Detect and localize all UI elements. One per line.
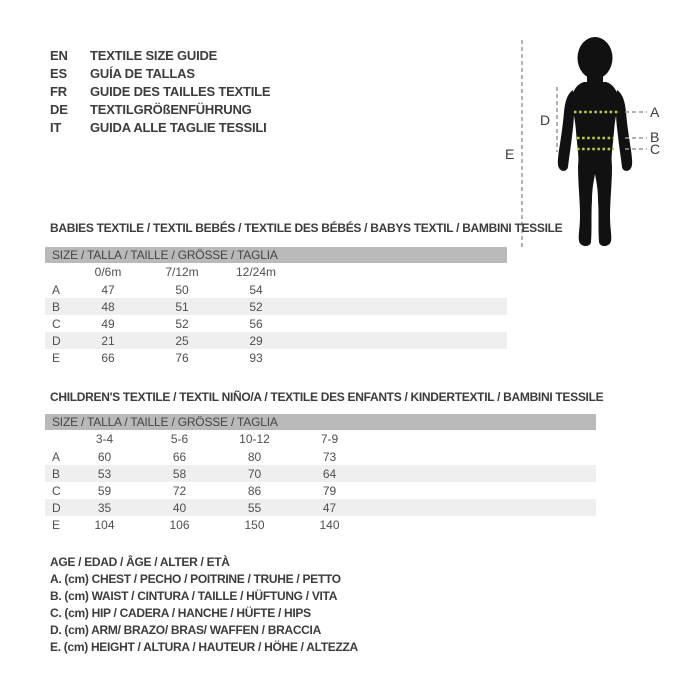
row-values (71, 283, 293, 297)
language-code: ES (50, 65, 67, 81)
measure-label-arm: D (540, 112, 551, 128)
size-value: 48 (101, 299, 115, 314)
measure-label-height: E (505, 146, 515, 162)
babies-size-table (45, 247, 507, 366)
legend-item: A. (cm) CHEST / PECHO / POITRINE / TRUHE / PETTO (50, 571, 341, 586)
legend-item: D. (cm) ARM/ BRAZO/ BRAS/ WAFFEN / BRACCIA (50, 622, 321, 637)
size-value: 58 (172, 466, 187, 481)
language-title: TEXTILE SIZE GUIDE (90, 47, 218, 63)
size-value: 93 (249, 350, 263, 365)
babies-size-header-bar: SIZE / TALLA / TAILLE / GRÖSSE / TAGLIA (45, 247, 507, 263)
table-row (45, 281, 507, 298)
row-values (67, 518, 367, 532)
size-value: 35 (97, 500, 112, 515)
size-value: 64 (322, 466, 337, 481)
table-row (45, 298, 507, 315)
silhouette-neck (587, 70, 603, 84)
size-value: 55 (247, 500, 262, 515)
size-value: 59 (97, 483, 112, 498)
size-value: 60 (97, 449, 112, 464)
measure-row-label: B (52, 466, 61, 481)
babies-table-rows (45, 281, 507, 366)
measure-label-hip: C (650, 141, 661, 157)
row-values (67, 450, 367, 464)
size-value: 52 (175, 316, 189, 331)
measure-row-label: D (52, 333, 61, 348)
age-column-header: 0/6m (94, 265, 122, 279)
size-value: 106 (169, 517, 190, 532)
age-column-header: 12/24m (235, 265, 277, 279)
age-column-header: 3-4 (95, 432, 114, 446)
children-column-headers (45, 430, 596, 448)
children-size-table (45, 414, 596, 533)
children-section-title: CHILDREN'S TEXTILE / TEXTIL NIÑO/A / TEXTILE DES ENFANTS / KINDERTEXTIL / BAMBINI TESSILE (50, 390, 604, 404)
size-value: 66 (172, 449, 187, 464)
measure-row-label: D (52, 500, 61, 515)
size-value: 49 (101, 316, 115, 331)
measurement-legend (50, 553, 358, 655)
size-value: 51 (175, 299, 189, 314)
size-value: 54 (249, 282, 263, 297)
babies-section-title: BABIES TEXTILE / TEXTIL BEBÉS / TEXTILE DES BÉBÉS / BABYS TEXTIL / BAMBINI TESSILE (50, 221, 563, 235)
legend-items (50, 570, 358, 655)
language-row (50, 100, 270, 118)
size-value: 53 (97, 466, 112, 481)
language-title: GUIDE DES TAILLES TEXTILE (90, 83, 271, 99)
age-column-header: 7/12m (165, 265, 199, 279)
size-value: 25 (175, 333, 189, 348)
language-row (50, 64, 270, 82)
language-code: DE (50, 101, 68, 117)
language-title-list (50, 46, 270, 136)
measure-row-label: E (52, 350, 61, 365)
language-row (50, 46, 270, 64)
silhouette-left-arm (558, 90, 574, 171)
legend-item: E. (cm) HEIGHT / ALTURA / HAUTEUR / HÖHE / ALTEZZA (50, 639, 358, 654)
measure-row-label: C (52, 483, 61, 498)
row-values (67, 484, 367, 498)
size-value: 50 (175, 282, 189, 297)
table-row (45, 465, 596, 482)
legend-item: C. (cm) HIP / CADERA / HANCHE / HÜFTE / HIPS (50, 605, 311, 620)
language-code: IT (50, 119, 62, 135)
row-values (71, 351, 293, 365)
size-value: 72 (172, 483, 187, 498)
size-value: 150 (244, 517, 265, 532)
size-value: 56 (249, 316, 263, 331)
measure-row-label: E (52, 517, 61, 532)
size-value: 140 (319, 517, 340, 532)
language-title: TEXTILGRÖßENFÜHRUNG (90, 101, 252, 117)
size-value: 73 (322, 449, 337, 464)
measure-row-label: A (52, 282, 61, 297)
size-value: 47 (322, 500, 337, 515)
legend-age-line: AGE / EDAD / ÂGE / ALTER / ETÀ (50, 554, 230, 569)
children-table-rows (45, 448, 596, 533)
row-values (71, 300, 293, 314)
age-column-header: 7-9 (320, 432, 339, 446)
language-title: GUÍA DE TALLAS (90, 65, 195, 81)
size-value: 76 (175, 350, 189, 365)
table-row (45, 448, 596, 465)
age-column-header: 5-6 (170, 432, 189, 446)
row-values (71, 317, 293, 331)
size-value: 47 (101, 282, 115, 297)
size-value: 70 (247, 466, 262, 481)
silhouette-torso-legs (572, 82, 618, 246)
table-row (45, 482, 596, 499)
table-row (45, 315, 507, 332)
size-value: 66 (101, 350, 115, 365)
size-value: 79 (322, 483, 337, 498)
row-values (67, 467, 367, 481)
size-value: 80 (247, 449, 262, 464)
measure-row-label: A (52, 449, 61, 464)
row-values (67, 501, 367, 515)
legend-item: B. (cm) WAIST / CINTURA / TAILLE / HÜFTUNG / VITA (50, 588, 338, 603)
size-value: 86 (247, 483, 262, 498)
table-row (45, 349, 507, 366)
measure-row-label: B (52, 299, 61, 314)
table-row (45, 516, 596, 533)
row-values (71, 334, 293, 348)
language-code: FR (50, 83, 67, 99)
size-value: 21 (101, 333, 115, 348)
table-row (45, 332, 507, 349)
language-row (50, 82, 270, 100)
size-value: 29 (249, 333, 263, 348)
age-column-header: 10-12 (239, 432, 270, 446)
language-title: GUIDA ALLE TAGLIE TESSILI (90, 119, 267, 135)
language-row (50, 118, 270, 136)
language-code: EN (50, 47, 68, 63)
size-value: 40 (172, 500, 187, 515)
children-size-header-bar: SIZE / TALLA / TAILLE / GRÖSSE / TAGLIA (45, 414, 596, 430)
measure-row-label: C (52, 316, 61, 331)
size-value: 104 (94, 517, 115, 532)
babies-column-headers (45, 263, 507, 281)
size-value: 52 (249, 299, 263, 314)
measure-label-chest: A (650, 104, 660, 120)
silhouette-right-arm (616, 90, 632, 171)
table-row (45, 499, 596, 516)
measure-label-waist: B (650, 129, 660, 145)
